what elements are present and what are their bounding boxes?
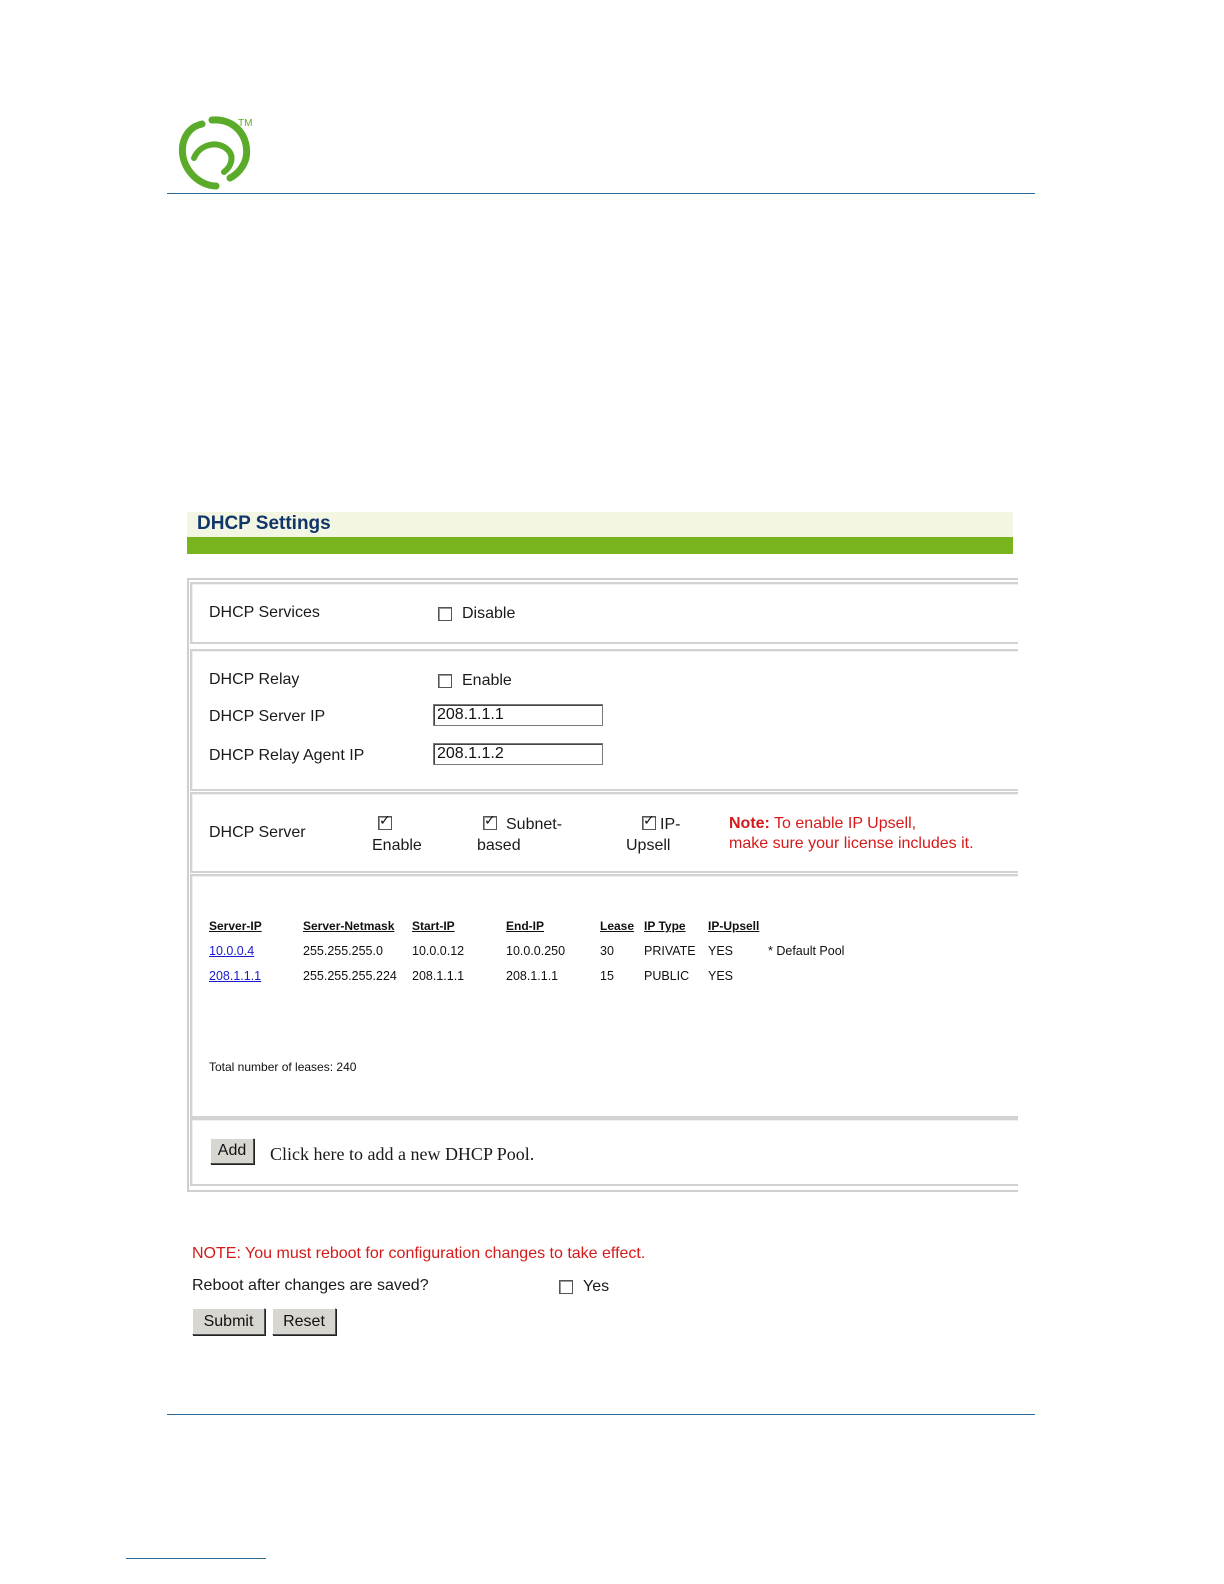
add-pool-text: Click here to add a new DHCP Pool. (270, 1144, 535, 1164)
page-title: DHCP Settings (197, 513, 331, 534)
pool-row-1-lease: 30 (600, 944, 614, 958)
relay-enable-label: Enable (462, 672, 512, 689)
reboot-note: NOTE: You must reboot for configuration changes to take effect. (192, 1245, 646, 1262)
services-disable-checkbox[interactable] (438, 607, 452, 621)
server-label: DHCP Server (209, 824, 306, 841)
ip-upsell-checkbox[interactable] (642, 816, 656, 830)
note-line1: To enable IP Upsell, (774, 815, 917, 832)
col-header-ip-type: IP Type (644, 919, 686, 933)
services-label: DHCP Services (209, 604, 320, 621)
svg-text:TM: TM (238, 118, 253, 129)
col-header-netmask: Server-Netmask (303, 919, 395, 933)
subnet-based-checkbox[interactable] (483, 816, 497, 830)
panel-header (187, 512, 1013, 537)
pool-row-1-ip-type: PRIVATE (644, 944, 696, 958)
services-section (190, 582, 1018, 644)
col-header-lease: Lease (600, 919, 635, 933)
pool-row-2-ip-type: PUBLIC (644, 969, 690, 983)
upsell-note (729, 815, 916, 833)
relay-agent-ip-label: DHCP Relay Agent IP (209, 747, 365, 764)
pool-row-2-end-ip: 208.1.1.1 (506, 969, 559, 983)
pool-row-1-end-ip: 10.0.0.250 (506, 944, 566, 958)
reset-button[interactable]: Reset (272, 1308, 336, 1335)
reboot-question: Reboot after changes are saved? (192, 1277, 429, 1294)
subnet-based-label-1: Subnet- (506, 816, 563, 833)
title-bar (187, 537, 1013, 554)
col-header-server-ip: Server-IP (209, 919, 262, 933)
ip-upsell-label-1: IP- (660, 816, 681, 833)
subnet-based-label-2: based (477, 837, 521, 854)
company-logo (172, 114, 258, 192)
ip-upsell-label-2: Upsell (626, 837, 671, 854)
add-button[interactable]: Add (210, 1138, 254, 1164)
server-enable-checkbox[interactable] (378, 816, 392, 830)
total-leases: Total number of leases: 240 (209, 1060, 357, 1074)
default-pool-note: * Default Pool (768, 944, 845, 958)
server-ip-label: DHCP Server IP (209, 708, 326, 725)
col-header-end-ip: End-IP (506, 919, 544, 933)
pool-row-1-upsell: YES (708, 944, 734, 958)
server-ip-input[interactable] (433, 704, 603, 726)
pool-row-2-start-ip: 208.1.1.1 (412, 969, 465, 983)
pool-row-2-netmask: 255.255.255.224 (303, 969, 397, 983)
reboot-yes-checkbox[interactable] (559, 1280, 573, 1294)
server-section (190, 792, 1018, 873)
pool-row-1-server-ip-link[interactable]: 10.0.0.4 (209, 944, 255, 958)
submit-button[interactable]: Submit (192, 1308, 265, 1335)
footer-rule (167, 1414, 1035, 1415)
services-disable-label: Disable (462, 605, 516, 622)
note-line2: make sure your license includes it. (729, 835, 974, 852)
pool-row-2-lease: 15 (600, 969, 614, 983)
server-enable-label: Enable (372, 837, 422, 854)
pool-row-1-start-ip: 10.0.0.12 (412, 944, 465, 958)
pool-row-2-upsell: YES (708, 969, 734, 983)
pool-row-2-server-ip-link[interactable]: 208.1.1.1 (209, 969, 262, 983)
add-pool-section (190, 1118, 1018, 1186)
pool-table-section (190, 874, 1018, 1118)
relay-enable-checkbox[interactable] (438, 674, 452, 688)
col-header-start-ip: Start-IP (412, 919, 455, 933)
col-header-ip-upsell: IP-Upsell (708, 919, 760, 933)
relay-label: DHCP Relay (209, 671, 300, 688)
relay-agent-ip-input[interactable] (433, 743, 603, 765)
reboot-yes-label: Yes (583, 1278, 610, 1295)
relay-section (190, 649, 1018, 791)
footnote-rule (126, 1558, 266, 1559)
note-bold: Note: (729, 815, 770, 832)
header-rule (167, 193, 1035, 194)
pool-row-1-netmask: 255.255.255.0 (303, 944, 383, 958)
